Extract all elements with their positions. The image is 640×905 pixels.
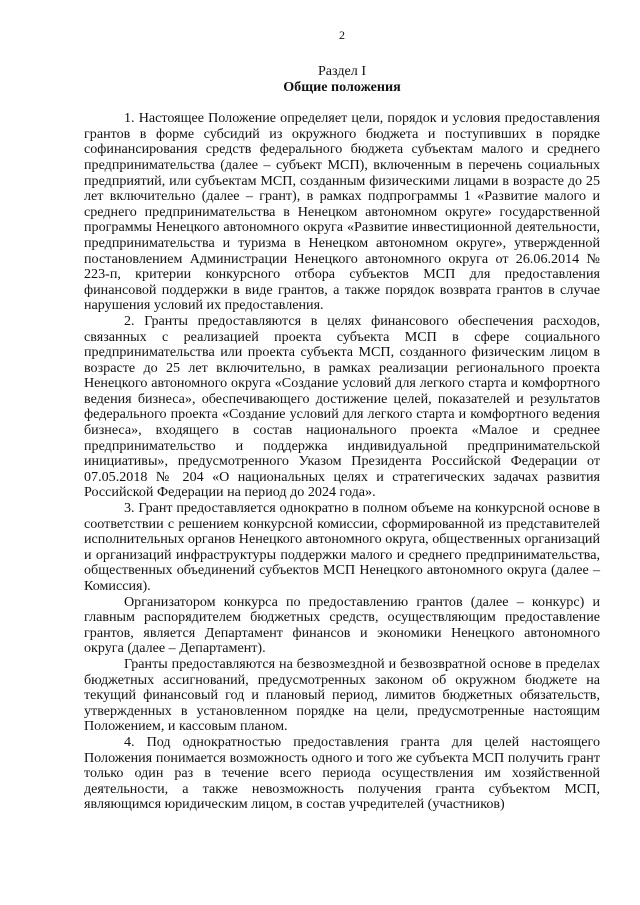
section-title: Общие положения (283, 78, 401, 95)
paragraph-4: 4. Под однократностью предоставления гранта для целей настоящего Положения понимается возможность одного и того же субъекта МСП получить грант только один раз в течение всего периода осуществления им хозяйственной деятельности, а также невозможность получения гранта субъектом МСП, являющимся юридическим лицом, в состав учредителей (участников) (84, 733, 600, 813)
paragraph-grant-basis: Гранты предоставляются на безвозмездной и безвозвратной основе в пределах бюджетных ассигнований, предусмотренных законом об окружном бюджете на текущий финансовый год и плановый период, лимитов бюджетных обязательств, утвержденных в установленном порядке на цели, предусмотренные настоящим Положением, и кассовым планом. (84, 655, 600, 735)
section-label: Раздел I (317, 63, 367, 79)
paragraph-2: 2. Гранты предоставляются в целях финансового обеспечения расходов, связанных с реализацией проекта субъекта МСП в сфере социального предпринимательства или проекта субъекта МСП, созданного физическим лицом в возрасте до 25 лет включительно, в рамках реализации регионального проекта Ненецкого автономного округа «Создание условий для легкого старта и комфортного ведения бизнеса», обеспечивающего достижение целей, показателей и результатов федерального проекта «Создание условий для легкого старта и комфортного ведения бизнеса», входящего в состав национального проекта «Малое и среднее предпринимательство и поддержка индивидуальной предпринимательской инициативы», предусмотренного Указом Президента Российской Федерации от 07.05.2018 № 204 «О национальных целях и стратегических задачах развития Российской Федерации на период до 2024 года». (84, 312, 600, 501)
paragraph-1: 1. Настоящее Положение определяет цели, порядок и условия предоставления грантов в форме субсидий из окружного бюджета и поступивших в порядке софинансирования средств федерального бюджета субъектам малого и среднего предпринимательства (далее – субъект МСП), включенным в перечень социальных предприятий, или субъектам МСП, созданным физическими лицами в возрасте до 25 лет включительно (далее – грант), в рамках подпрограммы 1 «Развитие малого и среднего предпринимательства в Ненецком автономном округе» государственной программы Ненецкого автономного округа «Развитие инвестиционной деятельности, предпринимательства и туризма в Ненецком автономном округе», утвержденной постановлением Администрации Ненецкого автономного округа от 26.06.2014 № 223-п, критерии конкурсного отбора субъектов МСП для предоставления финансовой поддержки в виде грантов, а также порядок возврата грантов в случае нарушения условий их предоставления. (84, 110, 600, 314)
paragraph-3: 3. Грант предоставляется однократно в полном объеме на конкурсной основе в соответствии с решением конкурсной комиссии, сформированной из представителей исполнительных органов Ненецкого автономного округа, общественных организаций и организаций инфраструктуры поддержки малого и среднего предпринимательства, общественных объединений субъектов МСП Ненецкого автономного округа (далее – Комиссия). (84, 500, 600, 594)
page-number: 2 (339, 28, 345, 42)
paragraph-organizer: Организатором конкурса по предоставлению грантов (далее – конкурс) и главным распорядителем бюджетных средств, осуществляющим предоставление грантов, является Департамент финансов и экономики Ненецкого автономного округа (далее – Департамент). (84, 593, 600, 657)
